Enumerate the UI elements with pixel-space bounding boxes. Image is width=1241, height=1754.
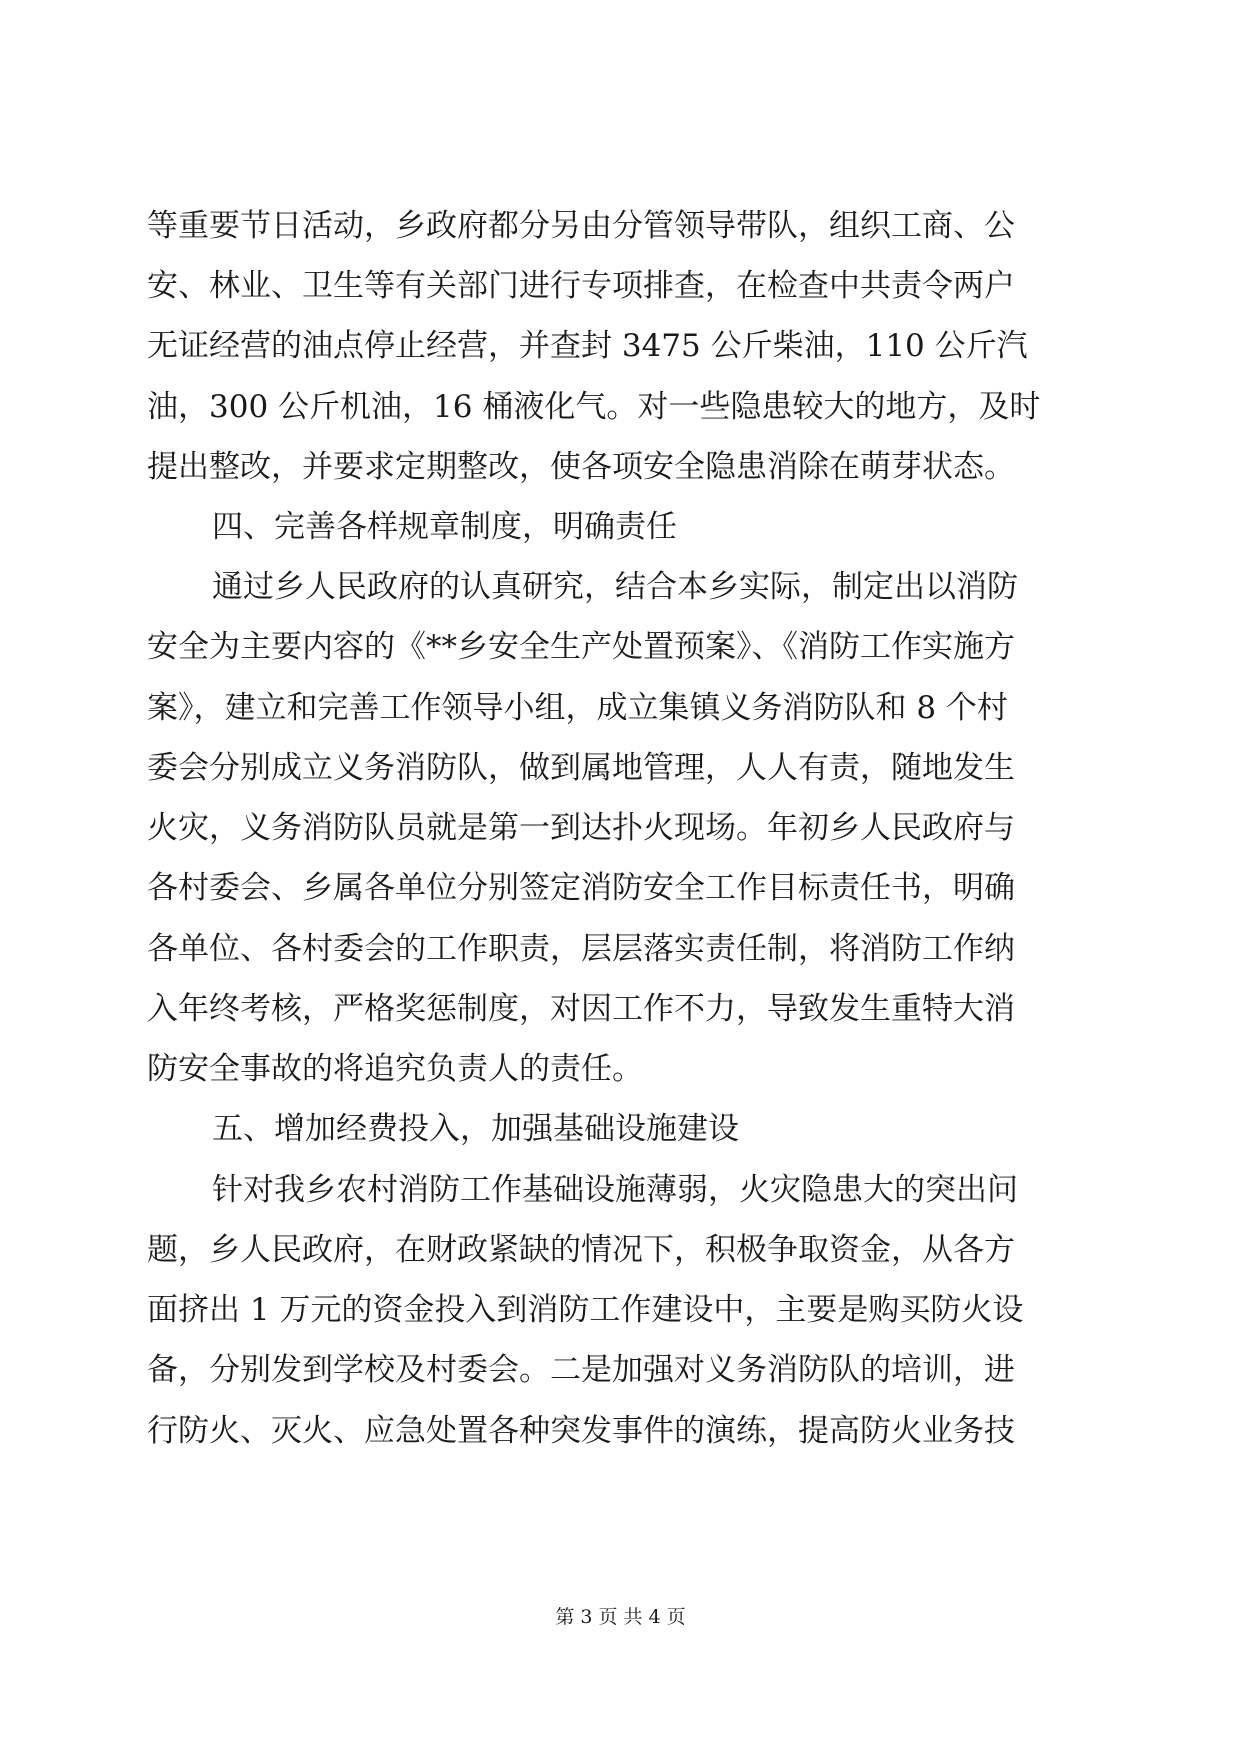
body-line: 提出整改，并要求定期整改，使各项安全隐患消除在萌芽状态。 (147, 449, 1015, 485)
body-line: 行防火、灭火、应急处置各种突发事件的演练，提高防火业务技 (147, 1413, 1015, 1449)
body-line: 备，分别发到学校及村委会。二是加强对义务消防队的培训，进 (147, 1352, 1015, 1388)
body-line: 通过乡人民政府的认真研究，结合本乡实际，制定出以消防 (212, 569, 1018, 605)
body-line: 油，300 公斤机油，16 桶液化气。对一些隐患较大的地方，及时 (147, 389, 1041, 425)
body-line: 等重要节日活动，乡政府都分另由分管领导带队，组织工商、公 (147, 208, 1015, 244)
body-line: 安全为主要内容的《**乡安全生产处置预案》、《消防工作实施方 (147, 629, 1015, 665)
body-line: 入年终考核，严格奖惩制度，对因工作不力，导致发生重特大消 (147, 991, 1015, 1027)
body-line: 面挤出 1 万元的资金投入到消防工作建设中，主要是购买防火设 (147, 1292, 1024, 1328)
body-line: 无证经营的油点停止经营，并查封 3475 公斤柴油，110 公斤汽 (147, 328, 1028, 364)
body-line: 案》，建立和完善工作领导小组，成立集镇义务消防队和 8 个村 (147, 690, 1008, 726)
body-line: 各村委会、乡属各单位分别签定消防安全工作目标责任书，明确 (147, 870, 1015, 906)
body-line: 火灾，义务消防队员就是第一到达扑火现场。年初乡人民政府与 (147, 810, 1015, 846)
page-number-footer: 第 3 页 共 4 页 (555, 1606, 686, 1628)
body-line: 题，乡人民政府，在财政紧缺的情况下，积极争取资金，从各方 (147, 1232, 1015, 1268)
section-heading: 五、增加经费投入，加强基础设施建设 (212, 1111, 739, 1147)
body-line: 防安全事故的将追究负责人的责任。 (147, 1051, 643, 1087)
body-line: 安、林业、卫生等有关部门进行专项排查，在检查中共责令两户 (147, 268, 1015, 304)
body-line: 各单位、各村委会的工作职责，层层落实责任制，将消防工作纳 (147, 931, 1015, 967)
body-line: 针对我乡农村消防工作基础设施薄弱，火灾隐患大的突出问 (212, 1172, 1018, 1208)
section-heading: 四、完善各样规章制度，明确责任 (212, 509, 677, 545)
body-line: 委会分别成立义务消防队，做到属地管理，人人有责，随地发生 (147, 750, 1015, 786)
